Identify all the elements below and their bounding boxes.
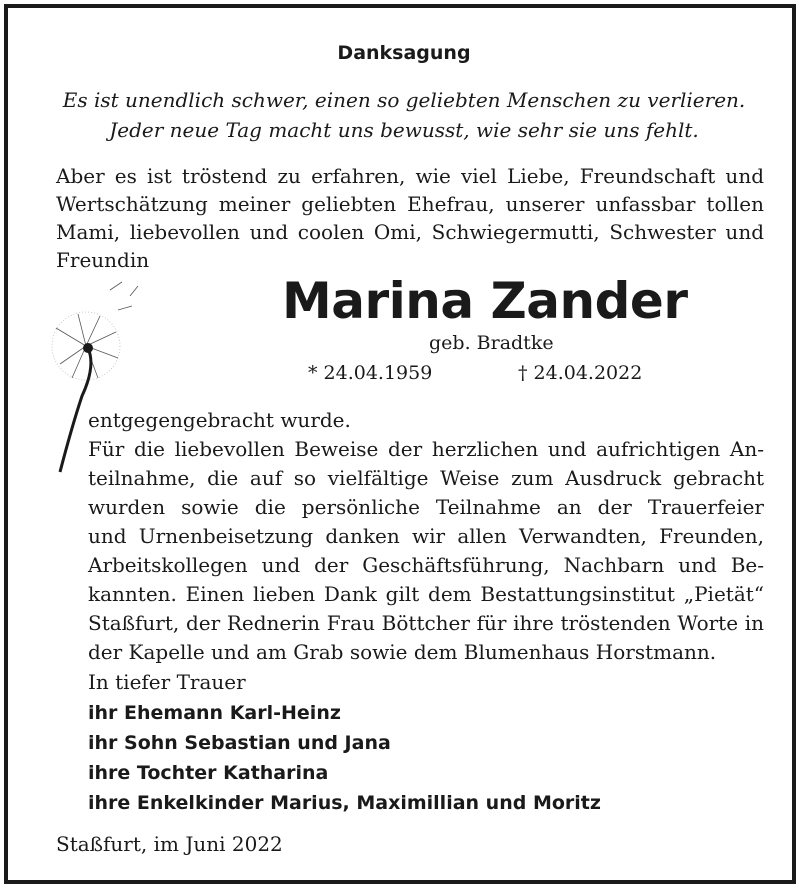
thanks-line: Für die liebevollen Beweise der herzlichen und aufrichtigen An- [88,437,764,461]
thanks-line: und Urnenbeisetzung danken wir allen Verwandten, Freunden, [88,524,764,548]
birth-date: * 24.04.1959 [308,362,433,384]
signature-name: ihre Enkelkinder Marius, Maximillian und Moritz [88,792,601,814]
notice-frame [4,4,796,884]
death-date: † 24.04.2022 [518,362,643,384]
place-date: Staßfurt, im Juni 2022 [56,832,283,856]
thanks-line: entgegengebracht wurde. [88,408,351,432]
heading: Danksagung [337,42,471,64]
thanks-line: der Kapelle und am Grab sowie dem Blumenhaus Horstmann. [88,640,717,664]
deceased-name: Marina Zander [282,272,688,330]
born-name: geb. Bradtke [429,332,554,354]
thanks-paragraph [88,406,764,667]
thanks-line: kannten. Einen lieben Dank gilt dem Bestattungsinstitut „Pietät“ [88,582,764,606]
thanks-line: Staßfurt, der Rednerin Frau Böttcher für ihre tröstenden Worte in [88,611,764,635]
thanks-line: wurden sowie die persönliche Teilnahme an der Trauerfeier [88,495,764,519]
thanks-line: Arbeitskollegen und der Geschäftsführung, Nachbarn und Be- [88,553,764,577]
signature-intro: In tiefer Trauer [88,670,246,694]
signature-name: ihre Tochter Katharina [88,762,329,784]
thanks-line: teilnahme, die auf so vielfältige Weise zum Ausdruck gebracht [88,466,764,490]
intro-paragraph: Aber es ist tröstend zu erfahren, wie viel Liebe, Freundschaft und Wertschätzung meiner geliebten Ehefrau, unserer unfassbar tollen Mami, liebevollen und coolen Omi, Schwiegermutti, Schwester und Freundin [56,164,764,272]
quote-line-1: Es ist unendlich schwer, einen so geliebten Menschen zu verlieren. [62,88,746,112]
signature-name: ihr Sohn Sebastian und Jana [88,732,391,754]
signature-name: ihr Ehemann Karl-Heinz [88,702,341,724]
quote-line-2: Jeder neue Tag macht uns bewusst, wie sehr sie uns fehlt. [109,118,699,142]
